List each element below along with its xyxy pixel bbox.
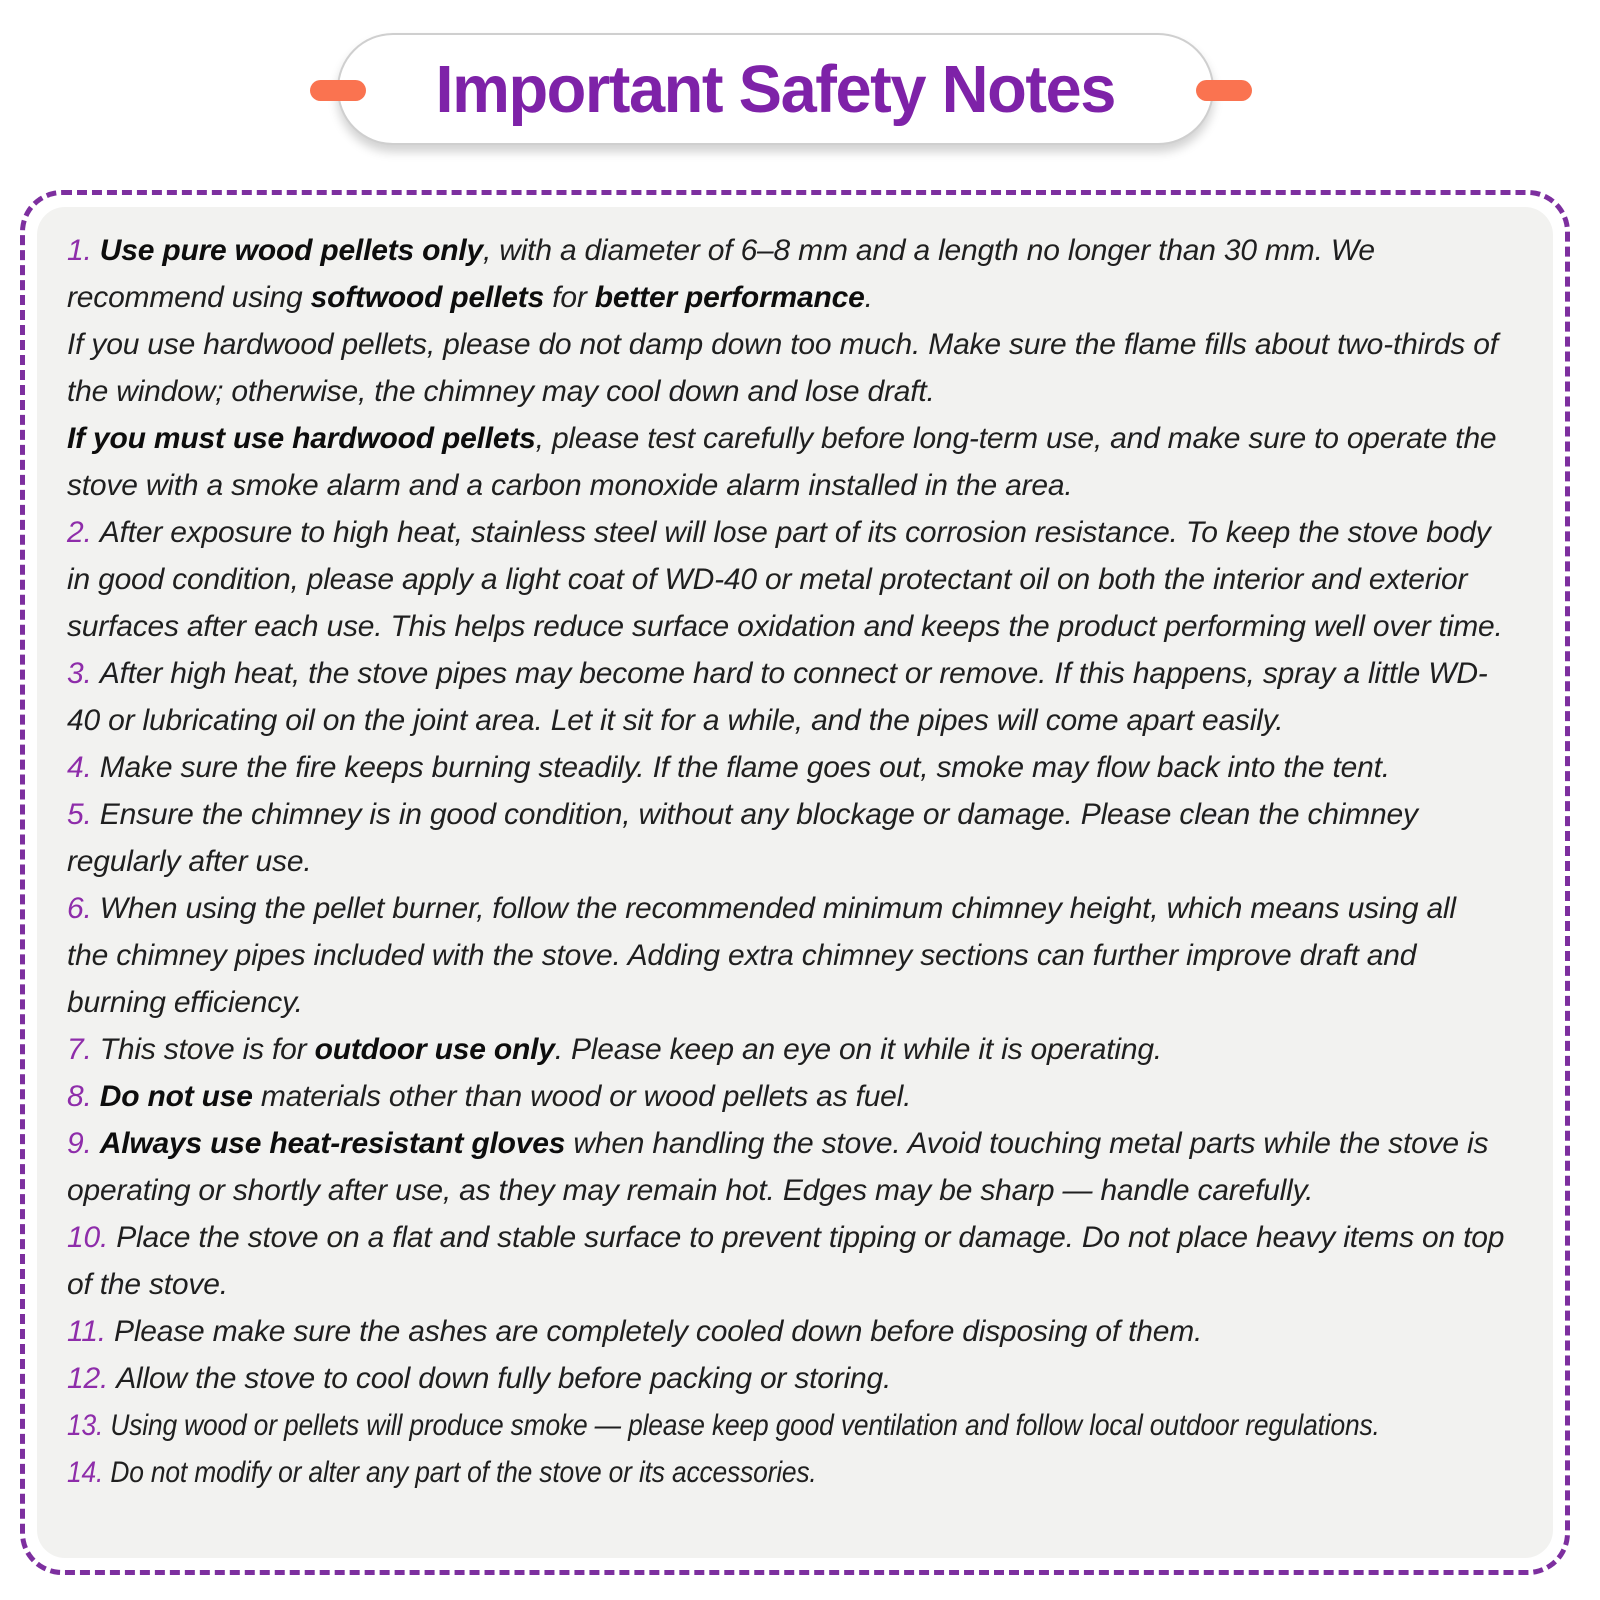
note-item [67, 227, 1505, 321]
note-text-bold: softwood pellets [310, 281, 545, 314]
note-item [67, 509, 1505, 650]
note-text-bold: outdoor use only [314, 1033, 555, 1066]
note-item [67, 1120, 1505, 1214]
note-text-bold: Use pure wood pellets only [99, 234, 483, 267]
note-text: Place the stove on a flat and stable surface to prevent tipping or damage. Do not place heavy items on top of the stove. [67, 1221, 1505, 1301]
note-number: 2. [67, 516, 100, 549]
note-number: 9. [67, 1127, 100, 1160]
note-number: 4. [67, 751, 100, 784]
note-text: Make sure the fire keeps burning steadily. If the flame goes out, smoke may flow back into the tent. [99, 751, 1390, 784]
note-item [67, 885, 1505, 1026]
note-text: . Please keep an eye on it while it is operating. [554, 1033, 1162, 1066]
note-text: materials other than wood or wood pellets as fuel. [252, 1080, 912, 1113]
note-number: 11. [67, 1315, 115, 1348]
note-text: Allow the stove to cool down fully before packing or storing. [116, 1362, 892, 1395]
page-title: Important Safety Notes [435, 51, 1116, 127]
note-item [67, 1214, 1505, 1308]
note-item [67, 1308, 1505, 1355]
note-text: when handling the stove. Avoid touching metal parts while the stove is operating or shortly after use, as they may remain hot. Edges may be sharp — handle carefully. [67, 1127, 1489, 1207]
note-item [67, 415, 1505, 509]
note-number: 13. [67, 1409, 111, 1442]
note-item [67, 650, 1505, 744]
note-item [67, 791, 1505, 885]
note-text: If you use hardwood pellets, please do not damp down too much. Make sure the flame fills about two-thirds of the window; otherwise, the chimney may cool down and lose draft. [67, 328, 1498, 408]
note-number: 7. [67, 1033, 100, 1066]
note-item [67, 321, 1505, 415]
note-text: This stove is for [99, 1033, 315, 1066]
title-left-dash-icon [310, 80, 366, 101]
notes-dashed-border [20, 190, 1570, 1575]
note-item [67, 1026, 1505, 1073]
note-text-bold: better performance [594, 281, 865, 314]
note-number: 1. [67, 234, 100, 267]
title-banner [0, 0, 1600, 190]
note-item [67, 1402, 1380, 1449]
note-item [67, 744, 1505, 791]
note-text-bold: Do not use [99, 1080, 253, 1113]
note-text-bold: Always use heat-resistant gloves [99, 1127, 566, 1160]
note-text-bold: If you must use hardwood pellets [67, 422, 536, 455]
note-number: 12. [67, 1362, 117, 1395]
note-text: for [544, 281, 595, 314]
note-text: When using the pellet burner, follow the recommended minimum chimney height, which means using all the chimney pipes included with the stove. Adding extra chimney sections can further improve draft and burning efficiency. [67, 892, 1456, 1019]
note-item [67, 1073, 1505, 1120]
note-text: Ensure the chimney is in good condition, without any blockage or damage. Please clean the chimney regularly after use. [67, 798, 1418, 878]
note-number: 10. [67, 1221, 117, 1254]
title-pill [337, 33, 1214, 145]
note-number: 14. [67, 1456, 111, 1489]
note-item [67, 1355, 1505, 1402]
title-right-dash-icon [1196, 80, 1252, 101]
note-text: . [864, 281, 873, 314]
note-text: , with a diameter of 6–8 mm and a length no longer than 30 mm. We recommend using [67, 234, 1375, 314]
note-number: 5. [67, 798, 100, 831]
note-number: 8. [67, 1080, 100, 1113]
notes-list [67, 227, 1505, 1496]
note-text: , please test carefully before long-term use, and make sure to operate the stove with a smoke alarm and a carbon monoxide alarm installed in the area. [67, 422, 1497, 502]
note-text: After exposure to high heat, stainless steel will lose part of its corrosion resistance. To keep the stove body in good condition, please apply a light coat of WD-40 or metal protectant oil on both the interior and exterior surfaces after each use. This helps reduce surface oxidation and keeps the product performing well over time. [67, 516, 1503, 643]
note-text: Please make sure the ashes are completely cooled down before disposing of them. [114, 1315, 1203, 1348]
note-text: Using wood or pellets will produce smoke — please keep good ventilation and follow local outdoor regulations. [110, 1409, 1380, 1442]
note-number: 3. [67, 657, 100, 690]
note-text: Do not modify or alter any part of the stove or its accessories. [110, 1456, 817, 1489]
note-item [67, 1449, 1332, 1496]
note-number: 6. [67, 892, 100, 925]
note-text: After high heat, the stove pipes may become hard to connect or remove. If this happens, spray a little WD-40 or lubricating oil on the joint area. Let it sit for a while, and the pipes will come apart easily. [67, 657, 1488, 737]
notes-panel [37, 207, 1553, 1558]
